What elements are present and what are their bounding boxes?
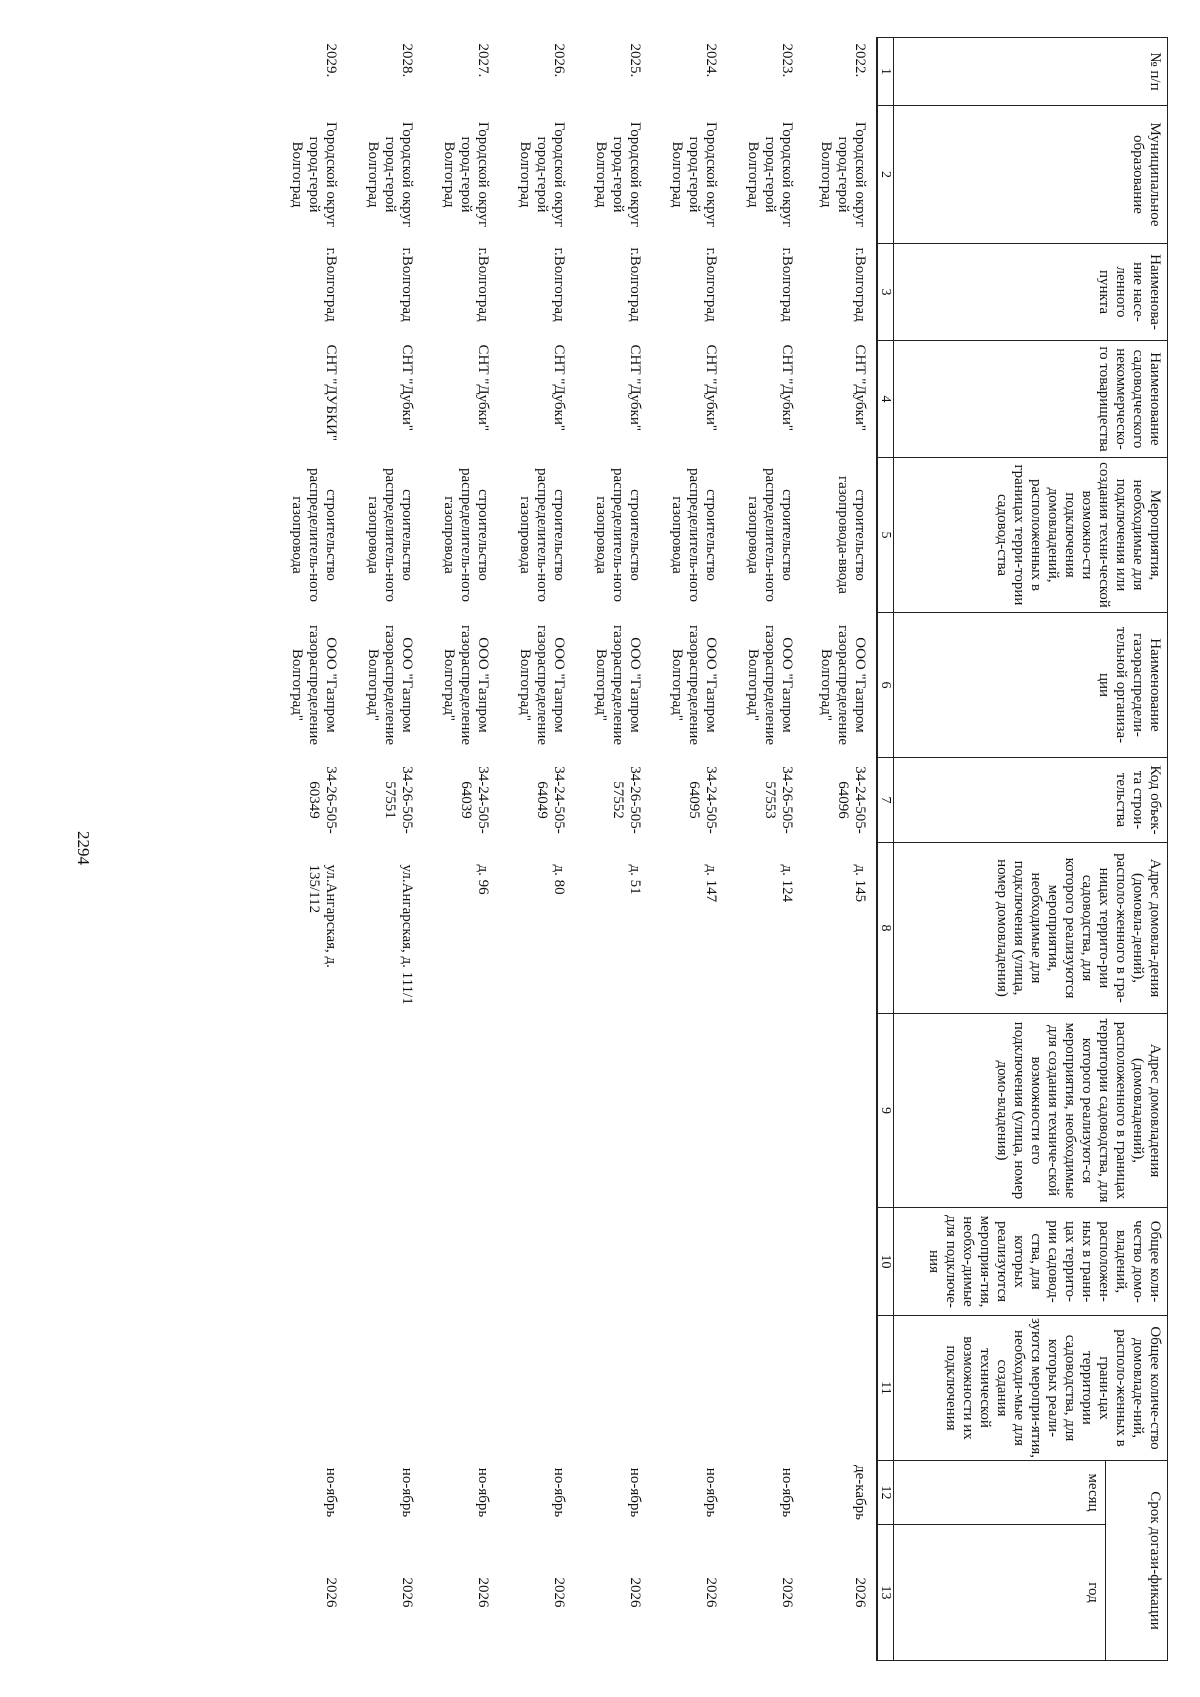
- cell-object-code: 34-24-505-64096: [835, 766, 868, 834]
- cell-total-connection: [345, 1208, 421, 1316]
- table-row: [725, 38, 801, 1661]
- cell-deadline-month: но-ябрь: [475, 1467, 491, 1518]
- cell-total-connection: [573, 1208, 649, 1316]
- cell-municipality: Городской округ город-герой Волгоград: [517, 121, 567, 228]
- cell-total-connection: [269, 1208, 345, 1316]
- cell-works: строительство распределитель-ного газопровода: [517, 468, 567, 602]
- cell-object-code: 34-24-505-64095: [686, 766, 719, 834]
- cell-row-number: 2028.: [399, 43, 415, 78]
- cell-snt-name: СНТ "Дубки": [703, 344, 719, 431]
- cell-address-capability: [801, 1014, 877, 1208]
- header-works: Мероприятия, необходимые для подключения или создания техни-ческой возможно-сти подключения домовладений, расположенных в границах терри-тории садовод-ства: [894, 458, 1168, 613]
- cell-address-connection: ул.Ангарская, д. 135/112: [306, 864, 339, 968]
- cell-total-capability: [497, 1316, 573, 1461]
- column-number: 3: [877, 244, 894, 341]
- gasification-table: [269, 37, 1168, 1661]
- cell-total-connection: [801, 1208, 877, 1316]
- cell-deadline-year: 2026: [551, 1577, 567, 1608]
- cell-settlement: г.Волгоград: [399, 247, 415, 322]
- cell-deadline-month: де-кабрь: [852, 1465, 868, 1520]
- cell-address-connection: д. 80: [551, 864, 567, 895]
- cell-object-code: 34-24-505-64049: [534, 766, 567, 834]
- cell-municipality: Городской округ город-герой Волгоград: [289, 121, 339, 228]
- cell-settlement: г.Волгоград: [627, 247, 643, 322]
- header-year: год: [894, 1525, 1106, 1661]
- column-number: 10: [877, 1208, 894, 1316]
- header-total-capability: Общее количе-ство домовладе-ний, располо-женных в грани-цах территории садоводства, для которых реали-зуются меропри-ятия, необходи-мые для создания технической возможности их подключения: [894, 1316, 1168, 1461]
- cell-address-capability: [269, 1014, 345, 1208]
- column-number: 5: [877, 458, 894, 613]
- column-number: 9: [877, 1014, 894, 1208]
- cell-municipality: Городской округ город-герой Волгоград: [818, 121, 868, 228]
- cell-settlement: г.Волгоград: [551, 247, 567, 322]
- page-number: 2294: [74, 831, 93, 865]
- cell-total-capability: [269, 1316, 345, 1461]
- cell-snt-name: СНТ "Дубки": [627, 344, 643, 431]
- cell-snt-name: СНТ "Дубки": [399, 344, 415, 431]
- table-row: [269, 38, 345, 1661]
- cell-municipality: Городской округ город-герой Волгоград: [669, 121, 719, 228]
- column-number: 12: [877, 1461, 894, 1525]
- cell-works: строительство распределитель-ного газопровода: [365, 468, 415, 602]
- cell-deadline-year: 2026: [779, 1577, 795, 1608]
- cell-works: строительство распределитель-ного газопровода: [289, 468, 339, 602]
- cell-deadline-year: 2026: [852, 1577, 868, 1608]
- cell-works: строительство распределитель-ного газопровода: [441, 468, 491, 602]
- cell-row-number: 2022.: [852, 43, 868, 78]
- cell-address-capability: [573, 1014, 649, 1208]
- cell-total-connection: [649, 1208, 725, 1316]
- cell-address-connection: д. 145: [852, 864, 868, 903]
- cell-total-capability: [649, 1316, 725, 1461]
- header-object-code: Код объек-та строи-тельства: [894, 758, 1168, 843]
- cell-address-connection: д. 51: [627, 864, 643, 895]
- cell-gas-org: ООО "Газпром газораспределение Волгоград": [745, 624, 795, 746]
- cell-settlement: г.Волгоград: [475, 247, 491, 322]
- cell-total-capability: [801, 1316, 877, 1461]
- cell-deadline-month: но-ябрь: [779, 1467, 795, 1518]
- cell-address-connection: д. 124: [779, 864, 795, 903]
- cell-address-capability: [497, 1014, 573, 1208]
- column-number: 11: [877, 1316, 894, 1461]
- cell-deadline-year: 2026: [323, 1577, 339, 1608]
- header-deadline: Срок догази-фикации: [1106, 1461, 1168, 1661]
- header-month: месяц: [894, 1461, 1106, 1525]
- cell-deadline-month: но-ябрь: [627, 1467, 643, 1518]
- cell-row-number: 2026.: [551, 43, 567, 78]
- cell-object-code: 34-26-505-60349: [306, 766, 339, 834]
- cell-municipality: Городской округ город-герой Волгоград: [593, 121, 643, 228]
- cell-row-number: 2027.: [475, 43, 491, 78]
- cell-address-capability: [345, 1014, 421, 1208]
- cell-address-capability: [649, 1014, 725, 1208]
- cell-snt-name: СНТ "Дубки": [779, 344, 795, 431]
- cell-deadline-year: 2026: [399, 1577, 415, 1608]
- cell-address-capability: [725, 1014, 801, 1208]
- cell-object-code: 34-26-505-57552: [610, 766, 643, 834]
- column-number: 2: [877, 106, 894, 244]
- cell-settlement: г.Волгоград: [779, 247, 795, 322]
- header-snt: Наименование садоводческого некоммерческо-го товарищества: [894, 341, 1168, 458]
- cell-works: строительство распределитель-ного газопровода: [669, 468, 719, 602]
- cell-gas-org: ООО "Газпром газораспределение Волгоград": [669, 624, 719, 746]
- cell-row-number: 2029.: [323, 43, 339, 78]
- header-municipality: Муниципальное образование: [894, 106, 1168, 244]
- table-body: [269, 38, 877, 1661]
- cell-object-code: 34-24-505-64039: [458, 766, 491, 834]
- cell-row-number: 2023.: [779, 43, 795, 78]
- cell-total-connection: [725, 1208, 801, 1316]
- cell-total-capability: [725, 1316, 801, 1461]
- cell-total-capability: [573, 1316, 649, 1461]
- cell-gas-org: ООО "Газпром газораспределение Волгоград": [441, 624, 491, 746]
- table-row: [497, 38, 573, 1661]
- rotated-table-wrapper: [164, 37, 1168, 1660]
- column-number: 4: [877, 341, 894, 458]
- cell-deadline-month: но-ябрь: [703, 1467, 719, 1518]
- header-num: № п/п: [894, 38, 1168, 106]
- cell-gas-org: ООО "Газпром газораспределение Волгоград": [289, 624, 339, 746]
- cell-row-number: 2024.: [703, 43, 719, 78]
- cell-object-code: 34-26-505-57551: [382, 766, 415, 834]
- cell-municipality: Городской округ город-герой Волгоград: [745, 121, 795, 228]
- cell-gas-org: ООО "Газпром газораспределение Волгоград": [818, 624, 868, 746]
- cell-gas-org: ООО "Газпром газораспределение Волгоград": [365, 624, 415, 746]
- table-row: [649, 38, 725, 1661]
- cell-row-number: 2025.: [627, 43, 643, 78]
- table-row: [421, 38, 497, 1661]
- cell-deadline-month: но-ябрь: [399, 1467, 415, 1518]
- cell-total-capability: [421, 1316, 497, 1461]
- header-settlement: Наименова-ние насе-ленного пункта: [894, 244, 1168, 341]
- cell-deadline-year: 2026: [475, 1577, 491, 1608]
- cell-deadline-month: но-ябрь: [323, 1467, 339, 1518]
- cell-works: строительство газопровода-ввода: [835, 476, 868, 594]
- header-address-connection: Адрес домовла-дения (домовла-дений), располо-женного в гра-ницах террито-рии садоводства, для которого реализуются мероприятия, необходимые для подключения (улица, номер домовладения): [894, 843, 1168, 1014]
- cell-address-connection: д. 147: [703, 864, 719, 903]
- cell-total-connection: [421, 1208, 497, 1316]
- header-gas-org: Наименование газораспредели-тельной организа-ции: [894, 613, 1168, 758]
- cell-settlement: г.Волгоград: [323, 247, 339, 322]
- cell-snt-name: СНТ "Дубки": [852, 344, 868, 431]
- cell-deadline-year: 2026: [627, 1577, 643, 1608]
- cell-settlement: г.Волгоград: [852, 247, 868, 322]
- cell-settlement: г.Волгоград: [703, 247, 719, 322]
- table-row: [345, 38, 421, 1661]
- cell-object-code: 34-26-505-57553: [762, 766, 795, 834]
- cell-works: строительство распределитель-ного газопровода: [593, 468, 643, 602]
- cell-gas-org: ООО "Газпром газораспределение Волгоград": [517, 624, 567, 746]
- cell-deadline-month: но-ябрь: [551, 1467, 567, 1518]
- cell-snt-name: СНТ "Дубки": [475, 344, 491, 431]
- column-number: 6: [877, 613, 894, 758]
- cell-address-connection: ул.Ангарская, д. 111/1: [399, 864, 415, 1005]
- column-number: 7: [877, 758, 894, 843]
- cell-deadline-year: 2026: [703, 1577, 719, 1608]
- table-row: [573, 38, 649, 1661]
- cell-total-connection: [497, 1208, 573, 1316]
- header-total-connection: Общее коли-чество домо-владений, расположен-ных в грани-цах террито-рии садовод-ства, для которых реализуются мероприя-тия, необхо-димые для подключе-ния: [894, 1208, 1168, 1316]
- cell-snt-name: СНТ "Дубки": [551, 344, 567, 431]
- cell-gas-org: ООО "Газпром газораспределение Волгоград": [593, 624, 643, 746]
- cell-municipality: Городской округ город-герой Волгоград: [365, 121, 415, 228]
- cell-snt-name: СНТ "ДУБКИ": [323, 344, 339, 441]
- cell-total-capability: [345, 1316, 421, 1461]
- cell-address-capability: [421, 1014, 497, 1208]
- table-row: [801, 38, 877, 1661]
- cell-address-connection: д. 96: [475, 864, 491, 895]
- column-number: 13: [877, 1525, 894, 1661]
- column-number: 1: [877, 38, 894, 106]
- cell-works: строительство распределитель-ного газопровода: [745, 468, 795, 602]
- cell-municipality: Городской округ город-герой Волгоград: [441, 121, 491, 228]
- header-address-capability: Адрес домовладения (домовладений), расположенного в границах территории садоводства, для которого реализуют-ся мероприятия, необходимые для создания техниче-ской возможности его подключения (улица, номер домо-владения): [894, 1014, 1168, 1208]
- column-number: 8: [877, 843, 894, 1014]
